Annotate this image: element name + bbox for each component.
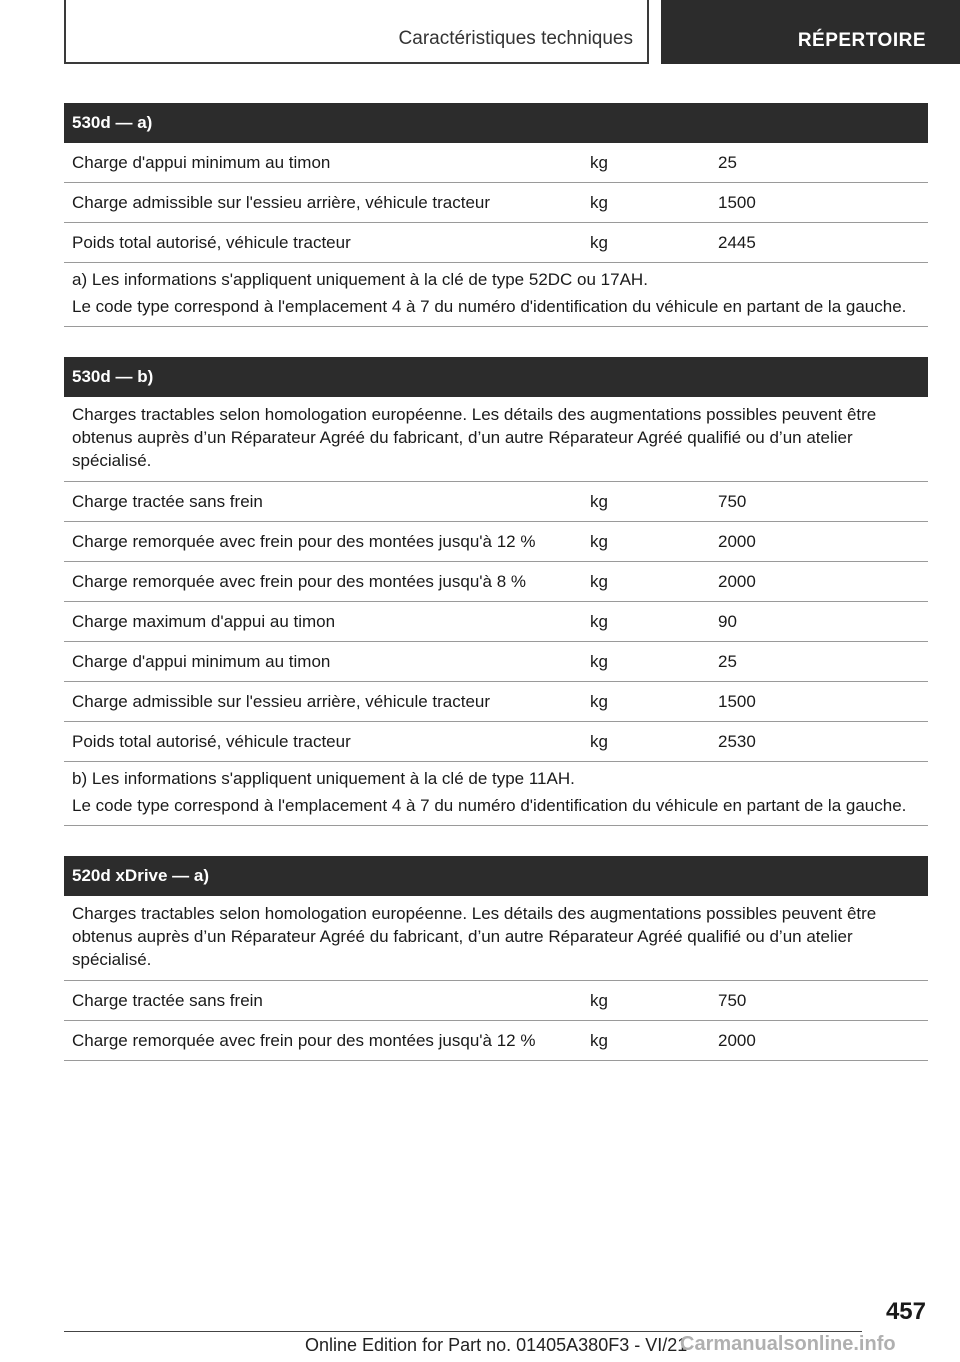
spec-unit: kg [590, 492, 608, 511]
footer-edition-text: Online Edition for Part no. 01405A380F3 - VI/21 [305, 1335, 688, 1355]
spec-value: 2530 [718, 732, 756, 751]
footnote-text: a) Les informations s'appliquent uniquement à la clé de type 52DC ou 17AH. [72, 270, 648, 289]
spec-unit: kg [590, 612, 608, 631]
table-row [64, 223, 928, 263]
section-description: Charges tractables selon homologation européenne. Les détails des augmentations possibles peuvent être obtenus auprès d’un Réparateur Agréé du fabricant, d’un autre Réparateur Agréé qualifié ou d’un atelier spécialisé. [64, 397, 928, 482]
spec-unit: kg [590, 532, 608, 551]
spec-label: Charge remorquée avec frein pour des montées jusqu'à 12 % [72, 532, 536, 551]
spec-unit: kg [590, 153, 608, 172]
table-row [64, 143, 928, 183]
table-row [64, 1021, 928, 1061]
watermark: Carmanualsonline.info [680, 1333, 896, 1355]
footnote-text: Le code type correspond à l'emplacement 4 à 7 du numéro d'identification du véhicule en partant de la gauche. [72, 796, 907, 815]
spec-section [64, 856, 928, 1061]
spec-section [64, 103, 928, 327]
spec-label: Charge tractée sans frein [72, 492, 263, 511]
spec-unit: kg [590, 652, 608, 671]
spec-label: Poids total autorisé, véhicule tracteur [72, 233, 351, 252]
spec-label: Charge maximum d'appui au timon [72, 612, 336, 631]
spec-label: Charge remorquée avec frein pour des montées jusqu'à 8 % [72, 572, 527, 591]
spec-unit: kg [590, 572, 608, 591]
spec-value: 25 [718, 153, 737, 172]
spec-value: 90 [718, 612, 737, 631]
table-row [64, 482, 928, 522]
spec-label: Charge d'appui minimum au timon [72, 652, 331, 671]
footnote-block [64, 762, 928, 826]
spec-value: 750 [718, 991, 747, 1010]
spec-tables [64, 103, 928, 1091]
table-row [64, 562, 928, 602]
spec-value: 1500 [718, 692, 756, 711]
spec-unit: kg [590, 193, 608, 212]
spec-unit: kg [590, 692, 608, 711]
table-row [64, 642, 928, 682]
table-row [64, 722, 928, 762]
spec-value: 2000 [718, 1031, 756, 1050]
spec-label: Charge tractée sans frein [72, 991, 263, 1010]
spec-label: Charge remorquée avec frein pour des montées jusqu'à 12 % [72, 1031, 536, 1050]
spec-value: 25 [718, 652, 737, 671]
index-tab[interactable] [661, 0, 960, 64]
table-row [64, 522, 928, 562]
spec-label: Charge admissible sur l'essieu arrière, véhicule tracteur [72, 692, 491, 711]
section-heading: 530d — b) [64, 357, 928, 397]
table-row [64, 602, 928, 642]
spec-label: Poids total autorisé, véhicule tracteur [72, 732, 351, 751]
footnote-block [64, 263, 928, 327]
spec-unit: kg [590, 991, 608, 1010]
spec-unit: kg [590, 233, 608, 252]
index-tab-label: RÉPERTOIRE [797, 30, 926, 51]
chapter-title: Caractéristiques techniques [398, 28, 633, 49]
table-row [64, 981, 928, 1021]
chapter-header [64, 0, 649, 64]
spec-unit: kg [590, 732, 608, 751]
table-row [64, 183, 928, 223]
table-row [64, 682, 928, 722]
section-heading: 520d xDrive — a) [64, 856, 928, 896]
page-number: 457 [885, 1298, 926, 1325]
footer-divider [64, 1331, 862, 1332]
spec-section [64, 357, 928, 826]
spec-label: Charge admissible sur l'essieu arrière, véhicule tracteur [72, 193, 491, 212]
footnote-text: b) Les informations s'appliquent uniquement à la clé de type 11AH. [72, 769, 575, 788]
spec-value: 2445 [718, 233, 756, 252]
section-heading: 530d — a) [64, 103, 928, 143]
spec-value: 1500 [718, 193, 756, 212]
footnote-text: Le code type correspond à l'emplacement 4 à 7 du numéro d'identification du véhicule en partant de la gauche. [72, 297, 907, 316]
spec-value: 2000 [718, 572, 756, 591]
spec-unit: kg [590, 1031, 608, 1050]
spec-value: 2000 [718, 532, 756, 551]
spec-value: 750 [718, 492, 747, 511]
section-description: Charges tractables selon homologation européenne. Les détails des augmentations possibles peuvent être obtenus auprès d’un Réparateur Agréé du fabricant, d’un autre Réparateur Agréé qualifié ou d’un atelier spécialisé. [64, 896, 928, 981]
spec-label: Charge d'appui minimum au timon [72, 153, 331, 172]
